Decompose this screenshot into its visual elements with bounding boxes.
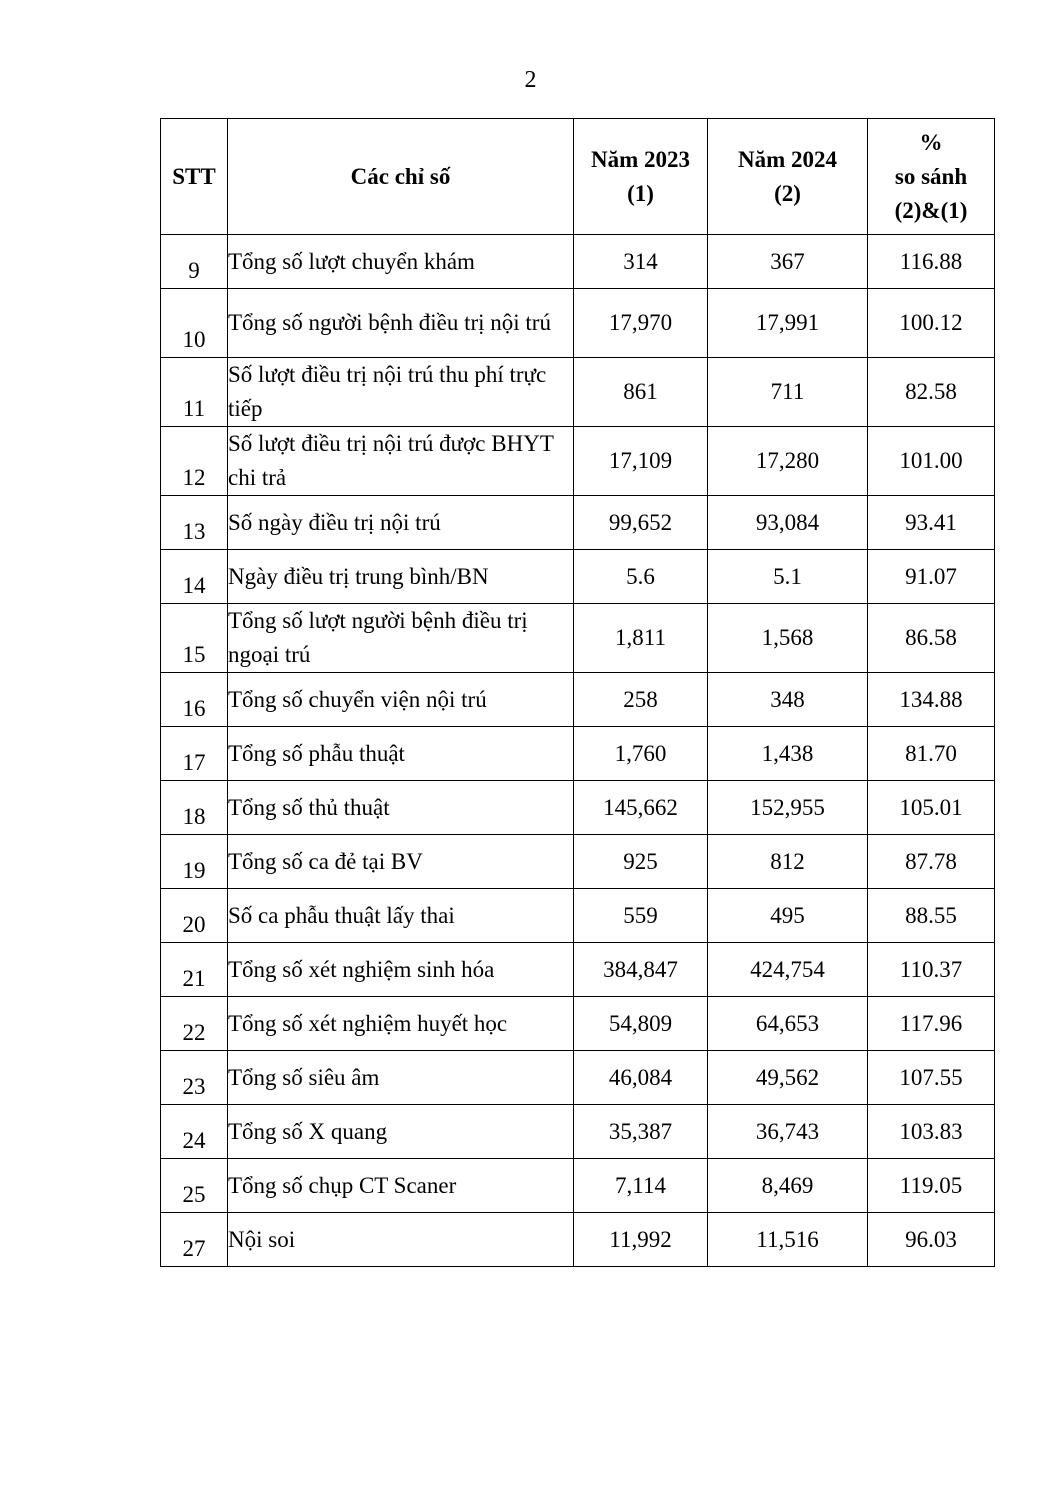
row-indicator: Tổng số X quang — [228, 1105, 574, 1159]
row-value-2023: 384,847 — [574, 943, 708, 997]
table-row — [161, 889, 995, 943]
row-percent: 117.96 — [868, 997, 995, 1051]
table-row — [161, 1051, 995, 1105]
row-value-2024: 495 — [708, 889, 868, 943]
row-indicator: Tổng số xét nghiệm sinh hóa — [228, 943, 574, 997]
row-percent: 93.41 — [868, 496, 995, 550]
header-percent-label: so sánh — [894, 163, 968, 189]
header-indicator: Các chỉ số — [228, 119, 574, 235]
row-percent: 100.12 — [868, 289, 995, 358]
row-stt: 21 — [161, 943, 228, 997]
row-value-2023: 314 — [574, 235, 708, 289]
row-indicator: Số ngày điều trị nội trú — [228, 496, 574, 550]
row-stt: 27 — [161, 1213, 228, 1267]
row-value-2023: 925 — [574, 835, 708, 889]
table-row — [161, 781, 995, 835]
row-stt: 15 — [161, 604, 228, 673]
row-value-2024: 8,469 — [708, 1159, 868, 1213]
row-percent: 88.55 — [868, 889, 995, 943]
table-row — [161, 1105, 995, 1159]
statistics-table — [160, 118, 995, 1267]
row-value-2024: 1,438 — [708, 727, 868, 781]
row-percent: 103.83 — [868, 1105, 995, 1159]
table-row — [161, 997, 995, 1051]
row-value-2023: 5.6 — [574, 550, 708, 604]
row-value-2024: 17,280 — [708, 427, 868, 496]
row-indicator: Tổng số ca đẻ tại BV — [228, 835, 574, 889]
row-indicator: Nội soi — [228, 1213, 574, 1267]
table-row — [161, 427, 995, 496]
row-percent: 107.55 — [868, 1051, 995, 1105]
row-value-2024: 5.1 — [708, 550, 868, 604]
table-row — [161, 1213, 995, 1267]
row-value-2024: 367 — [708, 235, 868, 289]
table-row — [161, 358, 995, 427]
row-value-2024: 93,084 — [708, 496, 868, 550]
row-percent: 82.58 — [868, 358, 995, 427]
row-percent: 119.05 — [868, 1159, 995, 1213]
row-value-2024: 348 — [708, 673, 868, 727]
row-stt: 14 — [161, 550, 228, 604]
table-row — [161, 673, 995, 727]
table-row — [161, 496, 995, 550]
header-year-2024-index: (2) — [774, 180, 801, 206]
row-stt: 16 — [161, 673, 228, 727]
row-stt: 20 — [161, 889, 228, 943]
table-row — [161, 289, 995, 358]
row-percent: 105.01 — [868, 781, 995, 835]
row-stt: 13 — [161, 496, 228, 550]
row-stt: 12 — [161, 427, 228, 496]
row-percent: 87.78 — [868, 835, 995, 889]
row-percent: 96.03 — [868, 1213, 995, 1267]
row-indicator: Số ca phẫu thuật lấy thai — [228, 889, 574, 943]
row-indicator: Ngày điều trị trung bình/BN — [228, 550, 574, 604]
row-percent: 110.37 — [868, 943, 995, 997]
row-indicator: Tổng số thủ thuật — [228, 781, 574, 835]
row-indicator: Tổng số người bệnh điều trị nội trú — [228, 289, 574, 358]
row-value-2024: 152,955 — [708, 781, 868, 835]
table-row — [161, 235, 995, 289]
row-value-2023: 11,992 — [574, 1213, 708, 1267]
row-percent: 116.88 — [868, 235, 995, 289]
row-indicator: Tổng số lượt người bệnh điều trị ngoại trú — [228, 604, 574, 673]
row-value-2023: 99,652 — [574, 496, 708, 550]
row-value-2023: 17,970 — [574, 289, 708, 358]
table-row — [161, 1159, 995, 1213]
row-stt: 23 — [161, 1051, 228, 1105]
row-value-2024: 424,754 — [708, 943, 868, 997]
row-indicator: Tổng số xét nghiệm huyết học — [228, 997, 574, 1051]
row-value-2024: 812 — [708, 835, 868, 889]
row-stt: 25 — [161, 1159, 228, 1213]
header-percent-compare — [868, 119, 995, 235]
row-value-2023: 17,109 — [574, 427, 708, 496]
row-indicator: Tổng số chuyển viện nội trú — [228, 673, 574, 727]
row-indicator: Số lượt điều trị nội trú thu phí trực tiếp — [228, 358, 574, 427]
row-value-2023: 258 — [574, 673, 708, 727]
page-number: 2 — [524, 67, 537, 93]
row-percent: 134.88 — [868, 673, 995, 727]
row-percent: 81.70 — [868, 727, 995, 781]
row-value-2023: 1,760 — [574, 727, 708, 781]
row-stt: 19 — [161, 835, 228, 889]
row-stt: 24 — [161, 1105, 228, 1159]
table-row — [161, 835, 995, 889]
header-year-2024 — [708, 119, 868, 235]
row-value-2024: 11,516 — [708, 1213, 868, 1267]
table-header-row — [161, 119, 995, 235]
row-indicator: Tổng số chụp CT Scaner — [228, 1159, 574, 1213]
table-row — [161, 550, 995, 604]
row-stt: 11 — [161, 358, 228, 427]
row-value-2023: 7,114 — [574, 1159, 708, 1213]
header-year-2023-index: (1) — [627, 180, 654, 206]
row-value-2023: 559 — [574, 889, 708, 943]
row-value-2024: 17,991 — [708, 289, 868, 358]
row-stt: 10 — [161, 289, 228, 358]
row-value-2023: 35,387 — [574, 1105, 708, 1159]
row-stt: 22 — [161, 997, 228, 1051]
table-row — [161, 727, 995, 781]
row-stt: 17 — [161, 727, 228, 781]
table-row — [161, 604, 995, 673]
row-percent: 101.00 — [868, 427, 995, 496]
row-value-2024: 711 — [708, 358, 868, 427]
row-percent: 86.58 — [868, 604, 995, 673]
row-value-2023: 145,662 — [574, 781, 708, 835]
table-row — [161, 943, 995, 997]
row-percent: 91.07 — [868, 550, 995, 604]
header-year-2023-label: Năm 2023 — [590, 146, 691, 172]
row-stt: 18 — [161, 781, 228, 835]
row-value-2024: 36,743 — [708, 1105, 868, 1159]
header-year-2023 — [574, 119, 708, 235]
row-indicator: Số lượt điều trị nội trú được BHYT chi trả — [228, 427, 574, 496]
row-stt: 9 — [161, 235, 228, 289]
row-value-2023: 1,811 — [574, 604, 708, 673]
header-percent-formula: (2)&(1) — [894, 197, 968, 223]
row-value-2023: 54,809 — [574, 997, 708, 1051]
row-value-2024: 49,562 — [708, 1051, 868, 1105]
row-value-2023: 861 — [574, 358, 708, 427]
row-indicator: Tổng số lượt chuyển khám — [228, 235, 574, 289]
row-indicator: Tổng số phẫu thuật — [228, 727, 574, 781]
header-stt: STT — [161, 119, 228, 235]
row-value-2024: 64,653 — [708, 997, 868, 1051]
row-value-2023: 46,084 — [574, 1051, 708, 1105]
header-percent-symbol: % — [919, 129, 943, 155]
header-year-2024-label: Năm 2024 — [737, 146, 838, 172]
row-value-2024: 1,568 — [708, 604, 868, 673]
row-indicator: Tổng số siêu âm — [228, 1051, 574, 1105]
